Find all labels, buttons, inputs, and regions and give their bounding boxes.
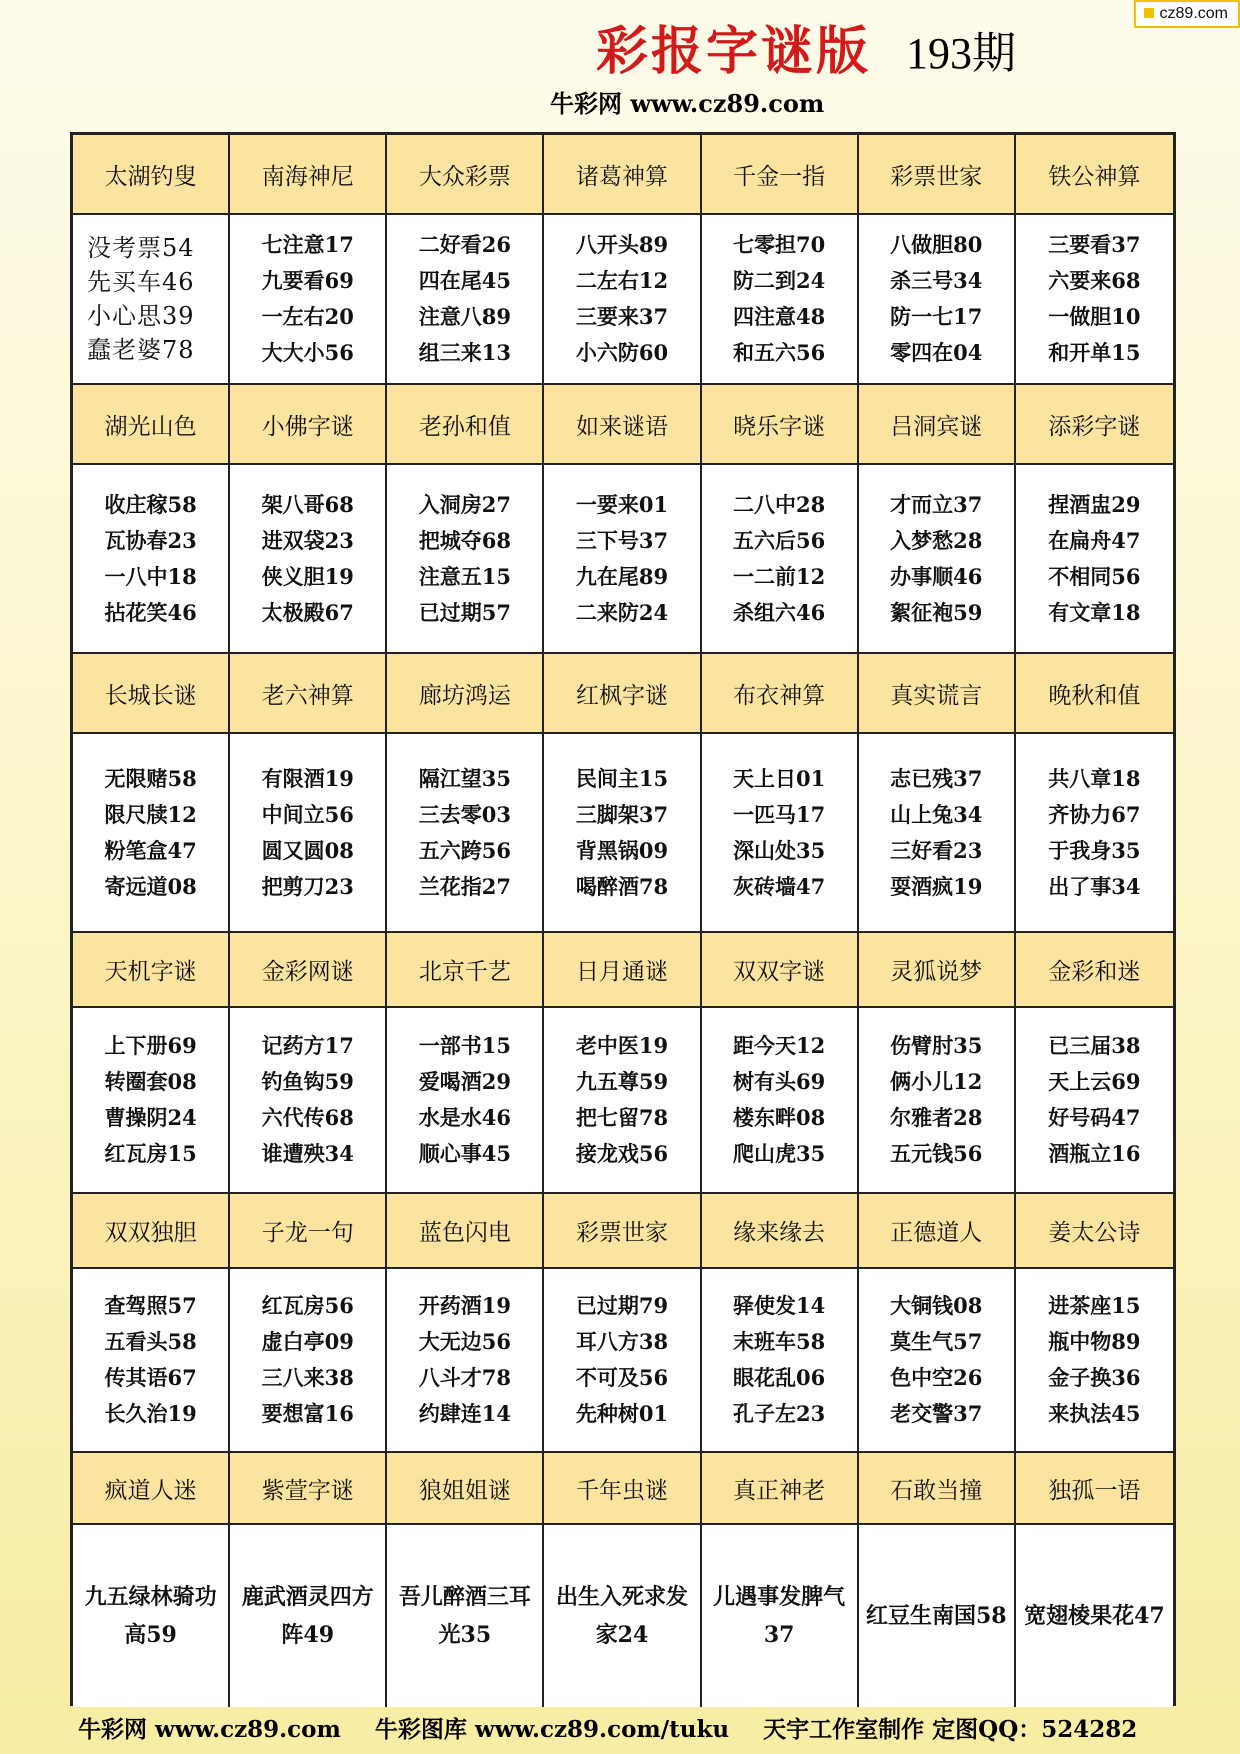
riddle-cell <box>702 1269 859 1453</box>
column-header: 独孤一语 <box>1016 1453 1173 1525</box>
riddle-line: 注意八89 <box>418 304 511 329</box>
column-header: 双双字谜 <box>702 933 859 1008</box>
riddle-line: 有文章18 <box>1048 599 1141 625</box>
riddle-line: 眼花乱06 <box>733 1365 826 1390</box>
riddle-line: 孔子左23 <box>733 1401 826 1426</box>
riddle-cell <box>702 734 859 933</box>
column-header: 蓝色闪电 <box>387 1194 544 1269</box>
riddle-line: 七注意17 <box>261 232 354 257</box>
riddle-line: 深山处35 <box>733 837 826 863</box>
column-header: 南海神尼 <box>230 135 387 215</box>
riddle-cell <box>1016 1008 1173 1194</box>
riddle-line: 六要来68 <box>1048 268 1141 293</box>
column-header: 日月通谜 <box>544 933 701 1008</box>
riddle-line: 出生入死求发 <box>555 1584 688 1610</box>
riddle-line: 志已残37 <box>890 765 983 791</box>
riddle-line: 零四在04 <box>890 340 983 365</box>
column-header: 真实谎言 <box>859 654 1016 734</box>
riddle-cell <box>387 465 544 654</box>
footer-gallery: 牛彩图库 www.cz89.com/tuku <box>374 1716 730 1743</box>
footer-studio: 天宇工作室制作 定图QQ：524282 <box>763 1716 1138 1743</box>
riddle-cell <box>544 734 701 933</box>
column-header: 诸葛神算 <box>544 135 701 215</box>
riddle-line: 金子换36 <box>1048 1365 1141 1390</box>
riddle-line: 接龙戏56 <box>575 1141 669 1166</box>
riddle-cell <box>387 1269 544 1453</box>
riddle-line: 儿遇事发脾气 <box>713 1584 846 1610</box>
riddle-line: 二来防24 <box>575 599 669 625</box>
riddle-cell <box>1016 734 1173 933</box>
page-subtitle: 牛彩网 www.cz89.com <box>550 89 825 118</box>
riddle-line: 耍酒疯19 <box>890 873 983 899</box>
riddle-line: 三下号37 <box>575 527 669 553</box>
column-header: 北京千艺 <box>387 933 544 1008</box>
riddle-line: 瓶中物89 <box>1048 1329 1141 1354</box>
riddle-cell <box>73 215 230 385</box>
riddle-line: 五看头58 <box>104 1329 197 1354</box>
riddle-line: 宽翅棱果花47 <box>1024 1603 1165 1629</box>
riddle-line: 大无边56 <box>418 1329 511 1354</box>
riddle-line: 杀三号34 <box>890 268 983 293</box>
column-header: 如来谜语 <box>544 385 701 465</box>
riddle-cell <box>73 1269 230 1453</box>
riddle-cell <box>387 1525 544 1707</box>
riddle-line: 八斗才78 <box>418 1365 511 1390</box>
riddle-line: 酒瓶立16 <box>1048 1141 1141 1166</box>
column-header: 大众彩票 <box>387 135 544 215</box>
riddle-line: 架八哥68 <box>261 491 354 517</box>
column-header: 狼姐姐谜 <box>387 1453 544 1525</box>
corner-site-text: cz89.com <box>1159 5 1228 22</box>
riddle-line: 距今天12 <box>733 1033 826 1058</box>
footer <box>78 1712 1137 1748</box>
riddle-line: 有限酒19 <box>261 765 354 791</box>
riddle-line: 红瓦房15 <box>104 1141 197 1166</box>
riddle-line: 天上日01 <box>733 765 826 791</box>
riddle-line: 喝醉酒78 <box>575 873 669 899</box>
riddle-cell <box>544 1008 701 1194</box>
riddle-line: 没考票54 <box>87 234 195 262</box>
riddle-cell <box>73 734 230 933</box>
riddle-line: 虚白亭09 <box>261 1329 354 1354</box>
column-header: 老六神算 <box>230 654 387 734</box>
riddle-line: 一左右20 <box>261 304 354 329</box>
riddle-line: 把七留78 <box>575 1105 669 1130</box>
riddle-cell <box>702 465 859 654</box>
riddle-cell <box>230 1525 387 1707</box>
column-header: 金彩网谜 <box>230 933 387 1008</box>
riddle-line: 曹操阴24 <box>104 1105 197 1130</box>
riddle-line: 要想富16 <box>261 1401 354 1426</box>
riddle-line: 俩小儿12 <box>890 1069 983 1094</box>
riddle-line: 进双袋23 <box>261 527 354 553</box>
riddle-line: 把城夺68 <box>418 527 511 553</box>
riddle-line: 爱喝酒29 <box>418 1069 511 1094</box>
riddle-line: 五六跨56 <box>418 837 511 863</box>
riddle-cell <box>702 1008 859 1194</box>
riddle-line: 七零担70 <box>733 232 826 257</box>
riddle-line: 限尺牍12 <box>104 801 197 827</box>
riddle-line: 三八来38 <box>261 1365 354 1390</box>
riddle-line: 鹿武酒灵四方 <box>241 1584 374 1610</box>
riddle-line: 顺心事45 <box>418 1141 511 1166</box>
riddle-line: 树有头69 <box>733 1069 826 1094</box>
riddle-line: 上下册69 <box>104 1033 197 1058</box>
column-header: 双双独胆 <box>73 1194 230 1269</box>
riddle-line: 防二到24 <box>733 268 826 293</box>
riddle-line: 红瓦房56 <box>261 1293 354 1318</box>
riddle-line: 杀组六46 <box>733 599 826 625</box>
column-header: 老孙和值 <box>387 385 544 465</box>
riddle-cell <box>702 215 859 385</box>
riddle-line: 高59 <box>124 1622 177 1648</box>
riddle-cell <box>73 1525 230 1707</box>
column-header: 布衣神算 <box>702 654 859 734</box>
riddle-line: 驿使发14 <box>733 1293 826 1318</box>
column-header: 湖光山色 <box>73 385 230 465</box>
column-header: 子龙一句 <box>230 1194 387 1269</box>
riddle-line: 水是水46 <box>418 1105 511 1130</box>
riddle-line: 入梦愁28 <box>890 527 983 553</box>
column-header: 小佛字谜 <box>230 385 387 465</box>
riddle-line: 伤臂肘35 <box>890 1033 983 1058</box>
riddle-cell <box>1016 465 1173 654</box>
column-header: 灵狐说梦 <box>859 933 1016 1008</box>
column-header: 红枫字谜 <box>544 654 701 734</box>
riddle-line: 已三届38 <box>1048 1033 1141 1058</box>
riddle-line: 无限赌58 <box>104 765 197 791</box>
riddle-cell <box>1016 1269 1173 1453</box>
column-header: 正德道人 <box>859 1194 1016 1269</box>
riddle-line: 瓦协春23 <box>104 527 197 553</box>
riddle-line: 末班车58 <box>733 1329 826 1354</box>
riddle-line: 寄远道08 <box>104 873 197 899</box>
riddle-cell <box>859 1525 1016 1707</box>
riddle-line: 长久治19 <box>104 1401 197 1426</box>
column-header: 石敢当撞 <box>859 1453 1016 1525</box>
riddle-line: 四注意48 <box>733 304 826 329</box>
riddle-line: 三要来37 <box>575 304 669 329</box>
riddle-cell <box>544 215 701 385</box>
riddle-line: 光35 <box>438 1622 492 1648</box>
riddle-line: 办事顺46 <box>890 563 983 589</box>
riddle-line: 查驾照57 <box>104 1293 197 1318</box>
riddle-cell <box>544 1269 701 1453</box>
riddle-line: 大大小56 <box>261 340 354 365</box>
riddle-line: 三要看37 <box>1048 232 1141 257</box>
riddle-line: 灰砖墙47 <box>733 873 826 899</box>
riddle-line: 八开头89 <box>575 232 669 257</box>
riddle-line: 于我身35 <box>1048 837 1141 863</box>
riddle-line: 已过期79 <box>575 1293 669 1318</box>
riddle-line: 先种树01 <box>575 1401 669 1426</box>
riddle-line: 九五绿林骑功 <box>84 1584 217 1610</box>
riddle-line: 已过期57 <box>418 599 511 625</box>
riddle-line: 和五六56 <box>733 340 826 365</box>
column-header: 彩票世家 <box>859 135 1016 215</box>
riddle-table <box>70 132 1176 1706</box>
column-header: 真正神老 <box>702 1453 859 1525</box>
riddle-line: 侠义胆19 <box>261 563 354 589</box>
riddle-line: 约肆连14 <box>418 1401 511 1426</box>
riddle-line: 二左右12 <box>575 268 669 293</box>
column-header: 晚秋和值 <box>1016 654 1173 734</box>
column-header: 铁公神算 <box>1016 135 1173 215</box>
riddle-line: 在扁舟47 <box>1048 527 1141 553</box>
riddle-cell <box>702 1525 859 1707</box>
riddle-line: 背黑锅09 <box>575 837 669 863</box>
riddle-line: 耳八方38 <box>575 1329 669 1354</box>
riddle-line: 四在尾45 <box>418 268 511 293</box>
riddle-line: 五元钱56 <box>890 1141 983 1166</box>
riddle-line: 老交警37 <box>890 1401 983 1426</box>
riddle-line: 二好看26 <box>418 232 511 257</box>
riddle-cell <box>230 1269 387 1453</box>
riddle-line: 一八中18 <box>104 563 197 589</box>
riddle-line: 好号码47 <box>1048 1105 1141 1130</box>
logo-square-icon <box>1144 8 1154 18</box>
riddle-line: 中间立56 <box>261 801 354 827</box>
riddle-line: 防一七17 <box>890 304 983 329</box>
riddle-line: 一要来01 <box>575 491 669 517</box>
riddle-line: 山上兔34 <box>890 801 983 827</box>
riddle-line: 转圈套08 <box>104 1069 197 1094</box>
riddle-line: 阵49 <box>281 1622 335 1648</box>
riddle-line: 圆又圆08 <box>261 837 354 863</box>
riddle-line: 三好看23 <box>890 837 983 863</box>
riddle-line: 九在尾89 <box>575 563 669 589</box>
riddle-line: 大铜钱08 <box>890 1293 983 1318</box>
riddle-line: 钓鱼钩59 <box>261 1069 354 1094</box>
riddle-line: 九五尊59 <box>575 1069 669 1094</box>
riddle-line: 共八章18 <box>1048 765 1141 791</box>
column-header: 长城长谜 <box>73 654 230 734</box>
riddle-cell <box>73 1008 230 1194</box>
riddle-line: 出了事34 <box>1048 873 1141 899</box>
riddle-line: 小心思39 <box>87 302 195 330</box>
column-header: 晓乐字谜 <box>702 385 859 465</box>
issue-number: 193期 <box>906 29 1016 78</box>
riddle-line: 五六后56 <box>733 527 826 553</box>
riddle-line: 九要看69 <box>261 268 354 293</box>
riddle-line: 六代传68 <box>261 1105 354 1130</box>
riddle-cell <box>859 465 1016 654</box>
column-header: 吕洞宾谜 <box>859 385 1016 465</box>
riddle-line: 入洞房27 <box>418 491 511 517</box>
riddle-line: 吾儿醉酒三耳 <box>398 1584 531 1610</box>
column-header: 千金一指 <box>702 135 859 215</box>
riddle-line: 民间主15 <box>575 765 669 791</box>
riddle-line: 红豆生南国58 <box>865 1603 1007 1629</box>
riddle-line: 天上云69 <box>1048 1069 1141 1094</box>
riddle-line: 兰花指27 <box>418 873 511 899</box>
riddle-line: 齐协力67 <box>1048 801 1141 827</box>
riddle-line: 三脚架37 <box>575 801 669 827</box>
riddle-cell <box>387 215 544 385</box>
riddle-cell <box>230 465 387 654</box>
riddle-line: 才而立37 <box>890 491 983 517</box>
riddle-line: 三去零03 <box>418 801 511 827</box>
column-header: 金彩和迷 <box>1016 933 1173 1008</box>
riddle-line: 拈花笑46 <box>104 599 197 625</box>
riddle-line: 蠢老婆78 <box>87 336 195 364</box>
riddle-line: 不可及56 <box>575 1365 669 1390</box>
riddle-line: 捏酒盅29 <box>1048 491 1141 517</box>
riddle-line: 小六防60 <box>575 340 669 365</box>
riddle-line: 色中空26 <box>890 1365 983 1390</box>
riddle-line: 爬山虎35 <box>733 1141 826 1166</box>
riddle-cell <box>230 215 387 385</box>
page-title: 彩报字谜版 <box>596 22 872 82</box>
riddle-line: 把剪刀23 <box>261 873 354 899</box>
riddle-line: 莫生气57 <box>890 1329 983 1354</box>
column-header: 廊坊鸿运 <box>387 654 544 734</box>
riddle-line: 一匹马17 <box>733 801 826 827</box>
riddle-line: 粉笔盒47 <box>104 837 197 863</box>
column-header: 疯道人迷 <box>73 1453 230 1525</box>
footer-site: 牛彩网 www.cz89.com <box>78 1716 341 1743</box>
riddle-line: 楼东畔08 <box>733 1105 826 1130</box>
riddle-line: 进茶座15 <box>1048 1293 1141 1318</box>
riddle-line: 开药酒19 <box>418 1293 511 1318</box>
corner-site-link[interactable] <box>1134 0 1240 28</box>
riddle-line: 八做胆80 <box>890 232 983 257</box>
riddle-cell <box>230 734 387 933</box>
riddle-line: 家24 <box>595 1622 649 1648</box>
riddle-cell <box>544 465 701 654</box>
riddle-line: 注意五15 <box>418 563 511 589</box>
riddle-line: 37 <box>763 1622 795 1648</box>
riddle-line: 尔雅者28 <box>890 1105 983 1130</box>
column-header: 姜太公诗 <box>1016 1194 1173 1269</box>
riddle-cell <box>387 1008 544 1194</box>
riddle-line: 谁遭殃34 <box>261 1141 354 1166</box>
riddle-cell <box>387 734 544 933</box>
riddle-cell <box>544 1525 701 1707</box>
riddle-line: 不相同56 <box>1048 563 1141 589</box>
riddle-line: 絮征袍59 <box>890 599 983 625</box>
riddle-line: 传其语67 <box>104 1365 197 1390</box>
column-header: 缘来缘去 <box>702 1194 859 1269</box>
riddle-cell <box>73 465 230 654</box>
riddle-cell <box>859 1269 1016 1453</box>
column-header: 太湖钓叟 <box>73 135 230 215</box>
riddle-cell <box>1016 1525 1173 1707</box>
riddle-line: 一部书15 <box>418 1033 511 1058</box>
riddle-line: 组三来13 <box>418 340 511 365</box>
riddle-cell <box>1016 215 1173 385</box>
riddle-line: 记药方17 <box>261 1033 354 1058</box>
riddle-cell <box>859 215 1016 385</box>
riddle-line: 太极殿67 <box>261 599 354 625</box>
riddle-line: 先买车46 <box>87 268 195 296</box>
riddle-line: 一二前12 <box>733 563 826 589</box>
column-header: 天机字谜 <box>73 933 230 1008</box>
riddle-line: 来执法45 <box>1048 1401 1141 1426</box>
riddle-cell <box>230 1008 387 1194</box>
riddle-line: 老中医19 <box>575 1033 669 1058</box>
column-header: 彩票世家 <box>544 1194 701 1269</box>
riddle-line: 隔江望35 <box>418 765 511 791</box>
riddle-line: 一做胆10 <box>1048 304 1141 329</box>
column-header: 千年虫谜 <box>544 1453 701 1525</box>
riddle-line: 收庄稼58 <box>104 491 197 517</box>
column-header: 添彩字谜 <box>1016 385 1173 465</box>
riddle-cell <box>859 734 1016 933</box>
riddle-line: 和开单15 <box>1048 340 1141 365</box>
riddle-line: 二八中28 <box>733 491 826 517</box>
column-header: 紫萱字谜 <box>230 1453 387 1525</box>
riddle-cell <box>859 1008 1016 1194</box>
